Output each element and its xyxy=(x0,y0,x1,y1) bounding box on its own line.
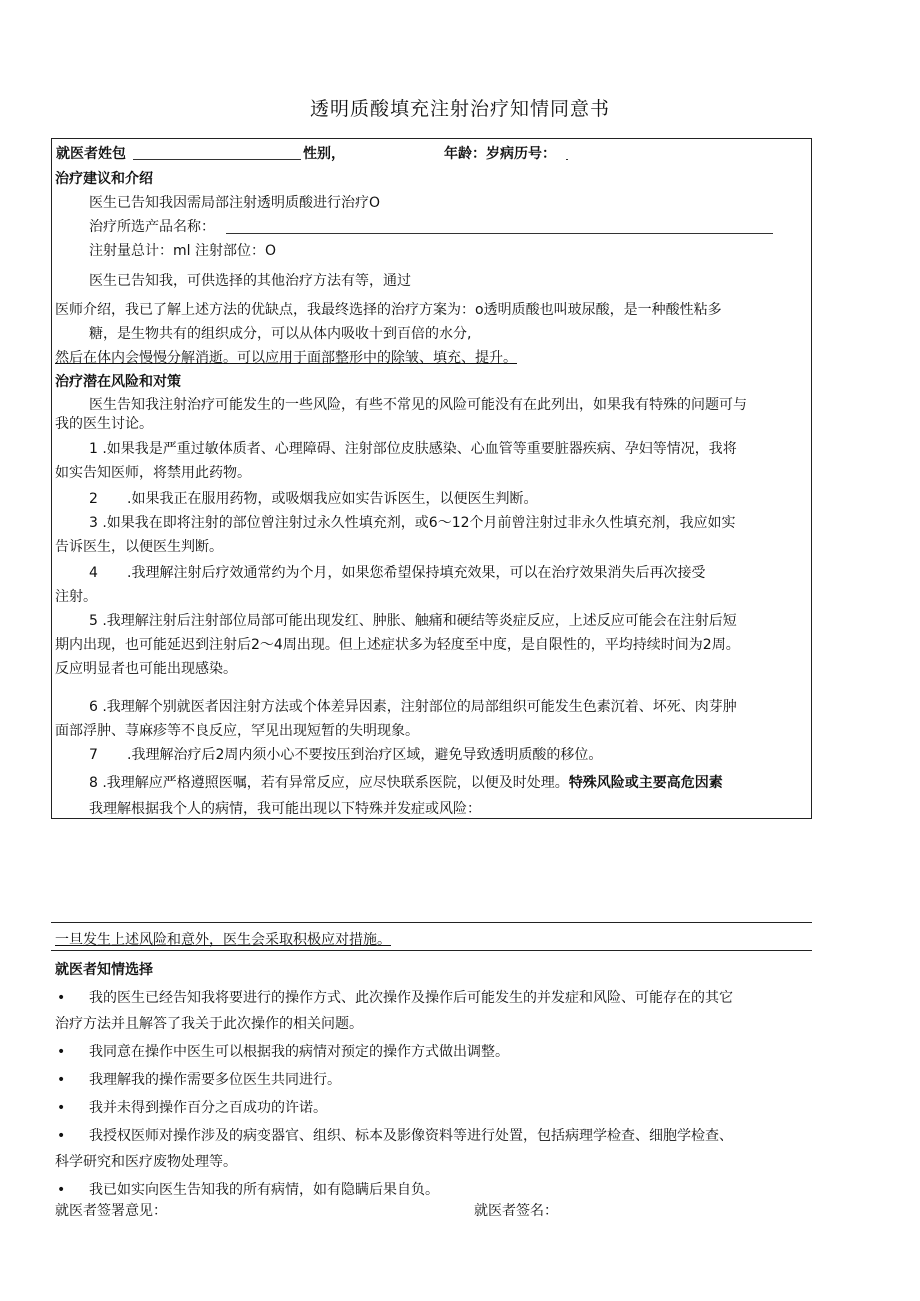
risk-item-4-text: .我理解注射后疗效通常约为个月，如果您希望保持填充效果，可以在治疗效果消失后再次接受 xyxy=(127,565,706,581)
choice-4: 我并未得到操作百分之百成功的许诺。 xyxy=(89,1100,327,1116)
choice-1a: 我的医生已经告知我将要进行的操作方式、此次操作及操作后可能发生的并发症和风险、可能存在的其它 xyxy=(89,990,733,1006)
risks-intro-1: 医生告知我注射治疗可能发生的一些风险，有些不常见的风险可能没有在此列出，如果我有特殊的问题可与 xyxy=(89,397,747,413)
special-risk-text: 我理解根据我个人的病情，我可能出现以下特殊并发症或风险： xyxy=(89,801,481,817)
signature-opinion-label: 就医者签署意见： xyxy=(55,1203,167,1219)
bullet: • xyxy=(57,1044,66,1060)
risk-item-3a: 3 .如果我在即将注射的部位曾注射过永久性填充剂，或6〜12个月前曾注射过非永久性填充剂，我应如实 xyxy=(89,515,736,531)
choice-5a: 我授权医师对操作涉及的病变器官、组织、标本及影像资料等进行处置，包括病理学检查、细胞学检查、 xyxy=(89,1128,733,1144)
patient-name-label: 就医者姓包 xyxy=(56,146,126,162)
dose-line: 注射量总计：ml 注射部位：O xyxy=(89,243,276,259)
risk-item-1a: 1 .如果我是严重过敏体质者、心理障碍、注射部位皮肤感染、心血管等重要脏器疾病、孕妇等情况，我将 xyxy=(89,441,737,457)
treatment-line-5: 医师介绍，我已了解上述方法的优缺点，我最终选择的治疗方案为：o透明质酸也叫玻尿酸，是一种酸性粘多 xyxy=(55,302,722,318)
special-risk-divider-top xyxy=(51,922,812,923)
risk-item-5b: 期内出现，也可能延迟到注射后2〜4周出现。但上述症状多为轻度至中度，是自限性的，平均持续时间为2周。 xyxy=(55,637,740,653)
risk-item-7-text: .我理解治疗后2周内须小心不要按压到治疗区域，避免导致透明质酸的移位。 xyxy=(127,747,603,763)
risk-item-5c: 反应明显者也可能出现感染。 xyxy=(55,661,237,677)
patient-name-line[interactable] xyxy=(133,159,301,160)
product-name-label: 治疗所选产品名称： xyxy=(89,219,215,235)
risk-item-2-text: .如果我正在服用药物，或吸烟我应如实告诉医生，以便医生判断。 xyxy=(127,491,538,507)
risks-intro-2: 我的医生讨论。 xyxy=(55,416,153,432)
bullet: • xyxy=(57,1072,66,1088)
bullet: • xyxy=(57,1128,66,1144)
product-name-line[interactable] xyxy=(226,233,773,234)
age-record-label: 年龄：岁病历号： xyxy=(444,146,556,162)
bullet: • xyxy=(57,1182,66,1198)
treatment-line-7: 然后在体内会慢慢分解消逝。可以应用于面部整形中的除皱、填充、提升。 xyxy=(55,350,517,366)
risk-item-6a: 6 .我理解个别就医者因注射方法或个体差异因素，注射部位的局部组织可能发生色素沉着、坏死、肉芽肿 xyxy=(89,699,737,715)
document-title: 透明质酸填充注射治疗知情同意书 xyxy=(309,98,610,120)
special-risk-heading: 特殊风险或主要高危因素 xyxy=(568,775,723,791)
bullet: • xyxy=(57,990,66,1006)
choice-2: 我同意在操作中医生可以根据我的病情对预定的操作方式做出调整。 xyxy=(89,1044,509,1060)
risk-item-8 xyxy=(89,774,723,792)
gender-label: 性别， xyxy=(303,146,345,162)
choice-heading: 就医者知情选择 xyxy=(55,962,153,978)
risk-item-6b: 面部浮肿、荨麻疹等不良反应，罕见出现短暂的失明现象。 xyxy=(55,723,419,739)
choice-6: 我已如实向医生告知我的所有病情，如有隐瞒后果自负。 xyxy=(89,1182,439,1198)
risk-item-4-number: 4 xyxy=(89,565,98,581)
choice-3: 我理解我的操作需要多位医生共同进行。 xyxy=(89,1072,341,1088)
choice-1b: 治疗方法并且解答了我关于此次操作的相关问题。 xyxy=(55,1016,363,1032)
risk-item-4b: 注射。 xyxy=(55,589,97,605)
risk-item-3b: 告诉医生，以便医生判断。 xyxy=(55,539,223,555)
treatment-heading: 治疗建议和介绍 xyxy=(55,171,153,187)
signature-name-label: 就医者签名： xyxy=(474,1203,558,1219)
risk-item-7-number: 7 xyxy=(89,747,98,763)
risk-item-1b: 如实告知医师，将禁用此药物。 xyxy=(55,465,251,481)
record-number-line[interactable] xyxy=(566,159,568,160)
risk-item-2-number: 2 xyxy=(89,491,98,507)
treatment-line-6: 糖，是生物共有的组织成分，可以从体内吸收十到百倍的水分, xyxy=(89,326,472,342)
risk-item-5a: 5 .我理解注射后注射部位局部可能出现发红、肿胀、触痛和硬结等炎症反应，上述反应可能会在注射后短 xyxy=(89,613,737,629)
treatment-line-4: 医生已告知我，可供选择的其他治疗方法有等，通过 xyxy=(89,273,411,289)
bullet: • xyxy=(57,1100,66,1116)
risks-heading: 治疗潜在风险和对策 xyxy=(55,374,181,390)
measures-text: 一旦发生上述风险和意外，医生会采取积极应对措施。 xyxy=(55,932,391,948)
risk-item-8-text: 8 .我理解应严格遵照医嘱，若有异常反应，应尽快联系医院，以便及时处理。 xyxy=(89,775,569,791)
special-risk-divider-bottom xyxy=(51,950,812,951)
choice-5b: 科学研究和医疗废物处理等。 xyxy=(55,1154,237,1170)
treatment-line-1: 医生已告知我因需局部注射透明质酸进行治疗O xyxy=(89,195,381,211)
